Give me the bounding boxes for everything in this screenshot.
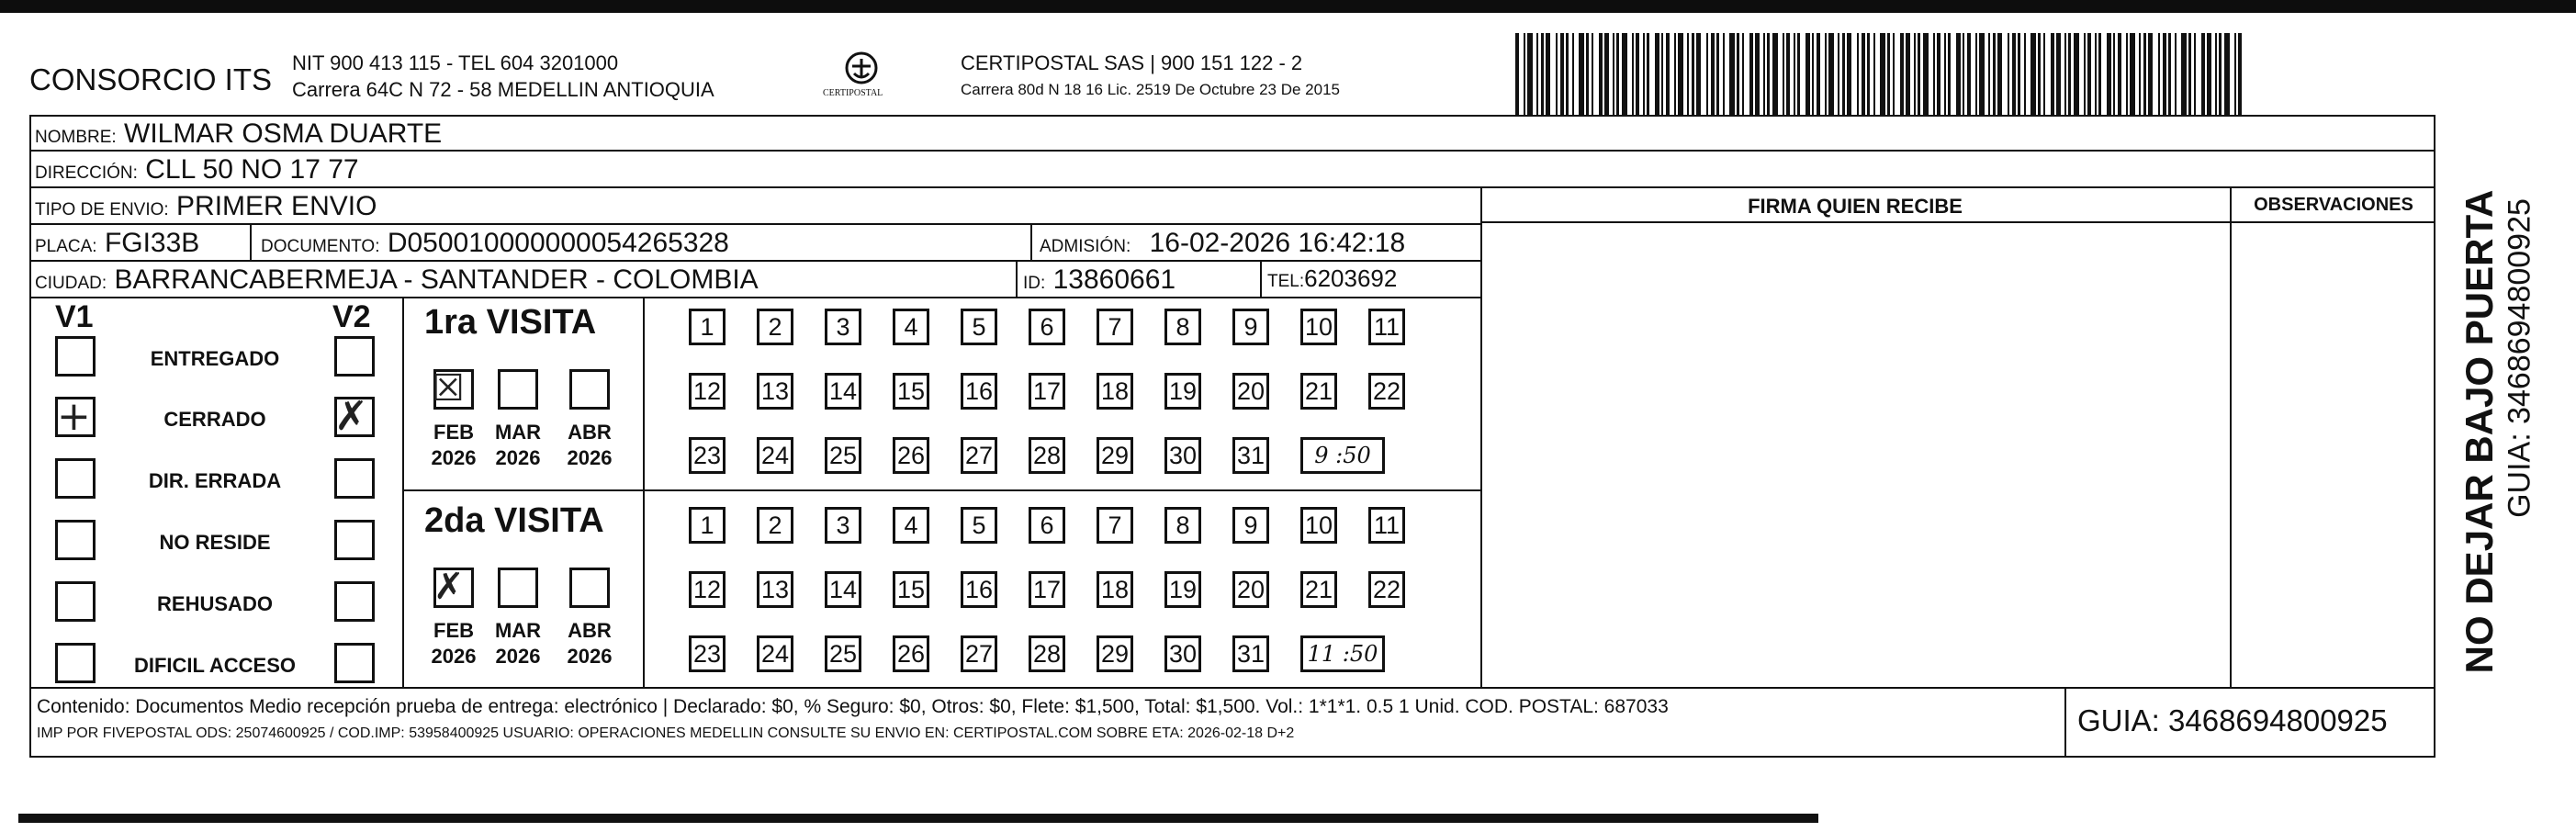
barcode-bar — [1716, 33, 1719, 116]
rule-left-form — [1480, 186, 1482, 687]
barcode-bar — [2181, 33, 2187, 116]
rule-months-days — [643, 297, 645, 687]
barcode-bar — [1622, 33, 1627, 116]
day-box: 19 — [1164, 373, 1201, 410]
month-year: 2026 — [567, 645, 613, 668]
direccion-row — [35, 154, 359, 186]
day-box: 18 — [1097, 571, 1133, 608]
day-box: 31 — [1232, 437, 1269, 474]
rule-row-2 — [29, 186, 2435, 188]
barcode-bar — [2098, 33, 2101, 116]
month-year: 2026 — [567, 446, 613, 469]
barcode-bar — [2038, 33, 2041, 116]
bottom-border-bar — [18, 814, 1818, 823]
day-box: 19 — [1164, 571, 1201, 608]
placa-label: PLACA: — [35, 237, 97, 256]
day-box: 13 — [757, 571, 793, 608]
barcode-bar — [2158, 33, 2160, 116]
day-box: 17 — [1029, 373, 1065, 410]
day-box: 24 — [757, 437, 793, 474]
carrier-line-1: CERTIPOSTAL SAS | 900 151 122 - 2 — [961, 51, 1303, 74]
barcode-bar — [1579, 33, 1584, 116]
rule-doc-adm — [1030, 223, 1032, 260]
day-box: 14 — [825, 571, 861, 608]
barcode-bar — [2219, 33, 2222, 116]
barcode-bar — [1842, 33, 1845, 116]
barcode-bar — [2188, 33, 2191, 116]
barcode-bar — [1678, 33, 1683, 116]
barcode-bar — [1783, 33, 1784, 116]
handwritten-month-mark: ✗ — [433, 566, 465, 608]
barcode-bar — [2012, 33, 2016, 116]
barcode-bar — [1546, 33, 1550, 116]
barcode-bar — [2118, 33, 2121, 116]
nombre-label: NOMBRE: — [35, 128, 117, 147]
barcode-bar — [1887, 33, 1890, 116]
day-box: 2 — [757, 309, 793, 345]
company-line-1: NIT 900 413 115 - TEL 604 3201000 — [292, 51, 619, 74]
barcode-bar — [1592, 33, 1593, 116]
day-box: 30 — [1164, 437, 1201, 474]
barcode-bar — [2113, 33, 2115, 116]
barcode-bar — [1692, 33, 1694, 116]
handwritten-mark-v1: + — [57, 393, 91, 440]
side-guia: GUIA: 3468694800925 — [2502, 198, 2537, 518]
barcode-bar — [2095, 33, 2097, 116]
day-box: 12 — [689, 373, 726, 410]
barcode-bar — [1797, 33, 1800, 116]
v2-checkbox — [334, 336, 375, 377]
rule-footer-guia — [2064, 687, 2066, 758]
status-label: DIFICIL ACCESO — [133, 654, 296, 677]
barcode-bar — [2018, 33, 2020, 116]
barcode-bar — [1737, 33, 1739, 116]
company-line-2: Carrera 64C N 72 - 58 MEDELLIN ANTIOQUIA — [292, 78, 714, 101]
id-value: 13860661 — [1052, 264, 1176, 295]
day-box: 25 — [825, 635, 861, 672]
day-box: 8 — [1164, 507, 1201, 544]
barcode-bar — [1560, 33, 1564, 116]
v2-label: V2 — [332, 299, 371, 334]
v1-checkbox — [55, 581, 96, 622]
day-box: 20 — [1232, 571, 1269, 608]
barcode-bar — [2107, 33, 2111, 116]
day-box: 15 — [893, 373, 929, 410]
rule-id-tel — [1260, 260, 1262, 297]
barcode-bar — [2074, 33, 2079, 116]
barcode-bar — [1729, 33, 1735, 116]
barcode-bar — [2030, 33, 2036, 116]
barcode-bar — [1988, 33, 1990, 116]
status-label: ENTREGADO — [150, 347, 280, 370]
v1-checkbox — [55, 458, 96, 499]
barcode-bar — [1838, 33, 1839, 116]
barcode-bar — [1755, 33, 1760, 116]
month-year: 2026 — [495, 645, 541, 668]
barcode-bar — [2068, 33, 2071, 116]
observaciones-header: OBSERVACIONES — [2254, 195, 2413, 215]
day-box: 7 — [1097, 309, 1133, 345]
barcode-bar — [1586, 33, 1589, 116]
barcode-bar — [2224, 33, 2230, 116]
v1-checkbox — [55, 336, 96, 377]
barcode-bar — [1687, 33, 1689, 116]
tipo-label: TIPO DE ENVIO: — [35, 200, 169, 219]
day-box: 2 — [757, 507, 793, 544]
rule-status-visits — [402, 297, 404, 687]
rule-second-visit — [402, 489, 1482, 491]
second-visit-title: 2da VISITA — [424, 501, 604, 540]
day-box: 26 — [893, 635, 929, 672]
barcode-bar — [1786, 33, 1790, 116]
barcode-bar — [1956, 33, 1961, 116]
day-box: 4 — [893, 309, 929, 345]
ciudad-label: CIUDAD: — [35, 274, 107, 293]
day-box: 24 — [757, 635, 793, 672]
day-box: 29 — [1097, 437, 1133, 474]
barcode-bar — [1632, 33, 1634, 116]
barcode — [1515, 0, 2259, 119]
barcode-bar — [2043, 33, 2045, 116]
day-box: 4 — [893, 507, 929, 544]
direccion-value: CLL 50 NO 17 77 — [145, 154, 359, 185]
day-box: 27 — [961, 437, 997, 474]
barcode-bar — [1862, 33, 1865, 116]
barcode-bar — [2215, 33, 2217, 116]
barcode-bar — [1706, 33, 1708, 116]
barcode-bar — [1918, 33, 1920, 116]
handwritten-mark-v2: ✗ — [334, 393, 368, 440]
barcode-bar — [1997, 33, 2002, 116]
barcode-bar — [1742, 33, 1744, 116]
barcode-bar — [1767, 33, 1770, 116]
barcode-bar — [1812, 33, 1814, 116]
month-label: FEB — [433, 619, 474, 642]
day-box: 31 — [1232, 635, 1269, 672]
barcode-bar — [1847, 33, 1851, 116]
status-label: REHUSADO — [157, 592, 273, 615]
tel-value: 6203692 — [1304, 264, 1398, 292]
barcode-bar — [1613, 33, 1614, 116]
barcode-bar — [1914, 33, 1916, 116]
day-box: 8 — [1164, 309, 1201, 345]
handwritten-month-mark: ☒ — [432, 367, 465, 410]
documento-label: DOCUMENTO: — [261, 237, 380, 256]
admision-cell — [1040, 228, 1405, 259]
barcode-bar — [2148, 33, 2153, 116]
barcode-bar — [1604, 33, 1609, 116]
day-box: 16 — [961, 571, 997, 608]
month-checkbox — [569, 369, 610, 410]
rule-row-1 — [29, 150, 2435, 152]
barcode-bar — [1963, 33, 1964, 116]
nombre-row — [35, 118, 442, 150]
barcode-bar — [2234, 33, 2236, 116]
id-cell — [1023, 264, 1176, 296]
barcode-bar — [2087, 33, 2091, 116]
barcode-bar — [1556, 33, 1558, 116]
day-box: 22 — [1368, 571, 1405, 608]
barcode-bar — [1515, 33, 1519, 116]
footer-content-line: Contenido: Documentos Medio recepción prueba de entrega: electrónico | Declarado: $0, % Seguro: $0, Otros: $0, Flete: $1,500, Total: $1,500. Vol.: 1*1*1. 0.5 1 Unid. COD. POSTAL: 687033 — [37, 696, 1669, 717]
barcode-bar — [1524, 33, 1525, 116]
barcode-bar — [2168, 33, 2171, 116]
month-year: 2026 — [431, 446, 477, 469]
day-box: 14 — [825, 373, 861, 410]
barcode-bar — [1867, 33, 1870, 116]
barcode-bar — [2051, 33, 2054, 116]
rule-columns-header — [1480, 221, 2435, 223]
barcode-bar — [2130, 33, 2135, 116]
barcode-bar — [1805, 33, 1810, 116]
barcode-bar — [1647, 33, 1649, 116]
day-box: 28 — [1029, 635, 1065, 672]
nombre-value: WILMAR OSMA DUARTE — [124, 118, 443, 149]
barcode-bar — [1655, 33, 1659, 116]
footer-print-line: IMP POR FIVEPOSTAL ODS: 25074600925 / COD.IMP: 53958400925 USUARIO: OPERACIONES MEDELLIN CONSULTE SU ENVIO EN: CERTIPOSTAL.COM SOBRE ETA: 2026-02-18 D+2 — [37, 725, 1295, 741]
visit-time-box: 11 :50 — [1300, 635, 1385, 672]
barcode-bar — [1880, 33, 1885, 116]
day-box: 21 — [1300, 571, 1337, 608]
barcode-bar — [1893, 33, 1895, 116]
admision-label: ADMISIÓN: — [1040, 237, 1131, 256]
barcode-bar — [1763, 33, 1765, 116]
day-box: 10 — [1300, 507, 1337, 544]
barcode-bar — [1906, 33, 1910, 116]
day-box: 29 — [1097, 635, 1133, 672]
day-box: 5 — [961, 309, 997, 345]
barcode-bar — [2064, 33, 2066, 116]
day-box: 26 — [893, 437, 929, 474]
visit-time-box: 9 :50 — [1300, 437, 1385, 474]
barcode-bar — [2194, 33, 2196, 116]
barcode-bar — [1643, 33, 1645, 116]
side-warning: NO DEJAR BAJO PUERTA — [2458, 189, 2501, 674]
barcode-bar — [1825, 33, 1827, 116]
month-label: MAR — [494, 421, 542, 444]
tel-label: TEL: — [1267, 272, 1305, 291]
v2-checkbox — [334, 581, 375, 622]
placa-cell — [35, 228, 199, 259]
barcode-bar — [2163, 33, 2166, 116]
rule-footer — [29, 687, 2435, 689]
day-box: 21 — [1300, 373, 1337, 410]
barcode-bar — [2238, 33, 2242, 116]
v1-checkbox — [55, 643, 96, 683]
barcode-bar — [1636, 33, 1639, 116]
barcode-bar — [2126, 33, 2128, 116]
barcode-bar — [1566, 33, 1569, 116]
barcode-bar — [1661, 33, 1663, 116]
barcode-bar — [1527, 33, 1533, 116]
day-box: 11 — [1368, 507, 1405, 544]
ciudad-cell — [35, 264, 759, 296]
barcode-bar — [1900, 33, 1904, 116]
barcode-bar — [1572, 33, 1574, 116]
day-box: 10 — [1300, 309, 1337, 345]
barcode-bar — [1944, 33, 1946, 116]
barcode-bar — [2143, 33, 2146, 116]
documento-value: D050010000000054265328 — [387, 228, 729, 258]
day-box: 7 — [1097, 507, 1133, 544]
rule-row-3 — [29, 223, 1482, 225]
barcode-bar — [2008, 33, 2009, 116]
month-year: 2026 — [431, 645, 477, 668]
barcode-bar — [1873, 33, 1875, 116]
rule-row-4 — [29, 260, 1482, 262]
status-label: CERRADO — [163, 408, 266, 431]
day-box: 17 — [1029, 571, 1065, 608]
barcode-bar — [1923, 33, 1929, 116]
day-box: 18 — [1097, 373, 1133, 410]
barcode-bar — [1975, 33, 1977, 116]
firma-header: FIRMA QUIEN RECIBE — [1748, 195, 1963, 218]
day-box: 1 — [689, 309, 726, 345]
barcode-bar — [1541, 33, 1544, 116]
logo-text: CERTIPOSTAL — [823, 88, 883, 98]
v2-checkbox — [334, 643, 375, 683]
carrier-line-2: Carrera 80d N 18 16 Lic. 2519 De Octubre 23 De 2015 — [961, 81, 1340, 98]
day-box: 13 — [757, 373, 793, 410]
barcode-bar — [1599, 33, 1603, 116]
month-label: FEB — [433, 421, 474, 444]
id-label: ID: — [1023, 274, 1046, 293]
day-box: 28 — [1029, 437, 1065, 474]
day-box: 30 — [1164, 635, 1201, 672]
rule-placa-doc — [250, 223, 252, 260]
tel-cell — [1267, 264, 1397, 293]
v2-checkbox — [334, 458, 375, 499]
barcode-bar — [1828, 33, 1834, 116]
footer-guia: GUIA: 3468694800925 — [2077, 703, 2388, 737]
day-box: 1 — [689, 507, 726, 544]
barcode-bar — [2207, 33, 2211, 116]
barcode-bar — [1696, 33, 1701, 116]
month-year: 2026 — [495, 446, 541, 469]
admision-value: 16-02-2026 16:42:18 — [1149, 228, 1406, 258]
barcode-bar — [1616, 33, 1619, 116]
documento-cell — [261, 228, 729, 259]
day-box: 22 — [1368, 373, 1405, 410]
rule-firma-obs — [2230, 186, 2232, 687]
day-box: 9 — [1232, 507, 1269, 544]
day-box: 12 — [689, 571, 726, 608]
barcode-bar — [1937, 33, 1940, 116]
rule-row-5 — [29, 297, 1482, 298]
barcode-bar — [2024, 33, 2026, 116]
month-label: ABR — [568, 421, 612, 444]
day-box: 5 — [961, 507, 997, 544]
barcode-bar — [1772, 33, 1778, 116]
barcode-bar — [1933, 33, 1935, 116]
barcode-bar — [1794, 33, 1795, 116]
barcode-bar — [1857, 33, 1859, 116]
month-checkbox — [498, 369, 538, 410]
month-checkbox — [569, 568, 610, 608]
first-visit-title: 1ra VISITA — [424, 303, 597, 342]
barcode-bar — [1948, 33, 1951, 116]
month-checkbox — [498, 568, 538, 608]
day-box: 3 — [825, 309, 861, 345]
barcode-bar — [1967, 33, 1971, 116]
company-name: CONSORCIO ITS — [29, 62, 273, 96]
barcode-bar — [2084, 33, 2086, 116]
day-box: 3 — [825, 507, 861, 544]
month-label: MAR — [494, 619, 542, 642]
day-box: 23 — [689, 437, 726, 474]
barcode-bar — [1993, 33, 1996, 116]
barcode-bar — [1711, 33, 1715, 116]
barcode-bar — [1979, 33, 1985, 116]
tipo-row — [35, 191, 377, 222]
barcode-bar — [1749, 33, 1753, 116]
barcode-bar — [1666, 33, 1670, 116]
v1-label: V1 — [55, 299, 94, 334]
day-box: 9 — [1232, 309, 1269, 345]
month-label: ABR — [568, 619, 612, 642]
certipostal-logo — [817, 48, 909, 107]
day-box: 25 — [825, 437, 861, 474]
barcode-bar — [1536, 33, 1538, 116]
direccion-label: DIRECCIÓN: — [35, 163, 138, 183]
barcode-bar — [2175, 33, 2177, 116]
barcode-bar — [1723, 33, 1725, 116]
v2-checkbox — [334, 520, 375, 560]
barcode-bar — [1817, 33, 1820, 116]
v1-checkbox — [55, 520, 96, 560]
barcode-bar — [2056, 33, 2061, 116]
barcode-bar — [1674, 33, 1676, 116]
day-box: 20 — [1232, 373, 1269, 410]
day-box: 6 — [1029, 309, 1065, 345]
barcode-bar — [2201, 33, 2205, 116]
barcode-bar — [2139, 33, 2141, 116]
day-box: 27 — [961, 635, 997, 672]
ciudad-value: BARRANCABERMEJA - SANTANDER - COLOMBIA — [114, 264, 759, 295]
day-box: 23 — [689, 635, 726, 672]
day-box: 6 — [1029, 507, 1065, 544]
tipo-value: PRIMER ENVIO — [176, 191, 377, 221]
rule-city-id — [1016, 260, 1018, 297]
placa-value: FGI33B — [104, 228, 200, 258]
day-box: 16 — [961, 373, 997, 410]
day-box: 11 — [1368, 309, 1405, 345]
status-label: NO RESIDE — [159, 531, 271, 554]
status-label: DIR. ERRADA — [148, 469, 282, 492]
day-box: 15 — [893, 571, 929, 608]
